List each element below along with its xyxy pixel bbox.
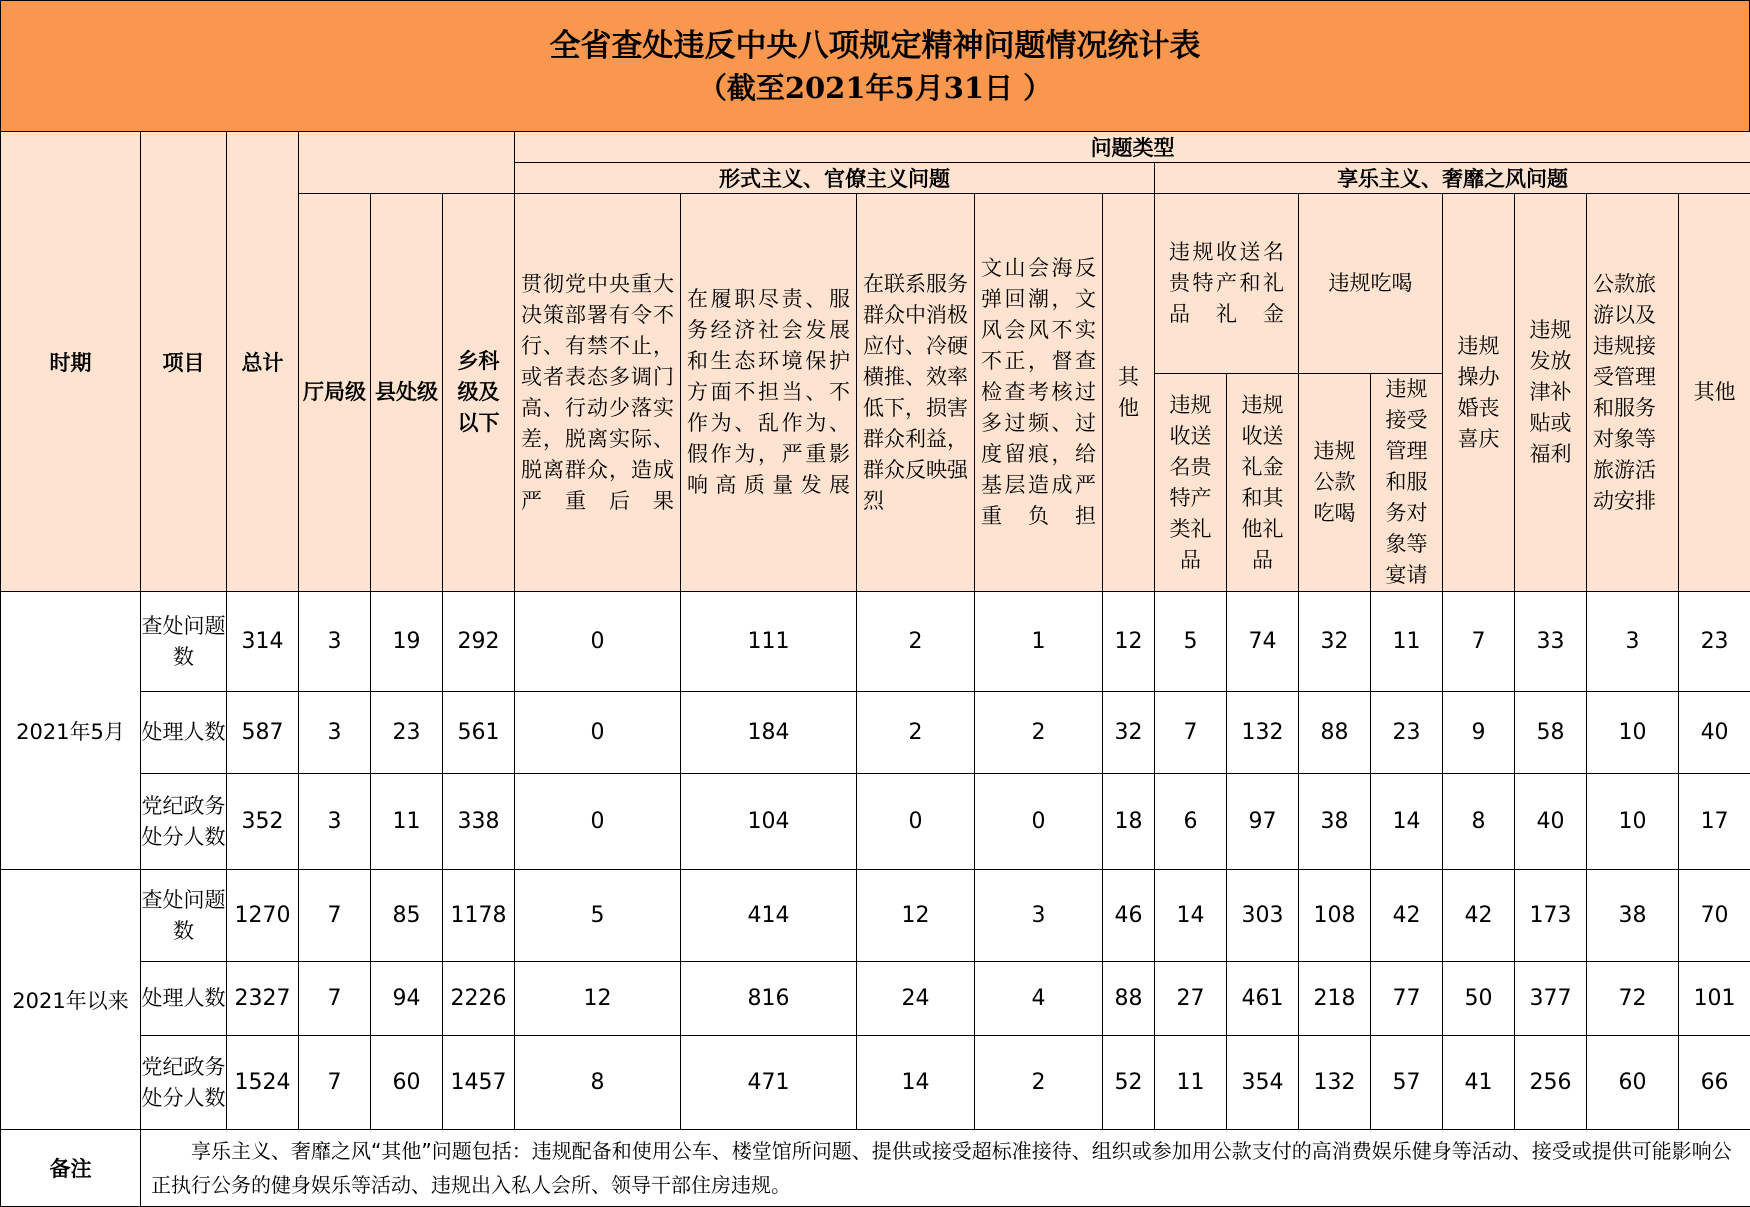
cell: 6 [1155, 774, 1227, 870]
cell: 352 [227, 774, 299, 870]
table-row [1, 692, 1750, 774]
cell: 14 [1371, 774, 1443, 870]
cell: 9 [1443, 692, 1515, 774]
header-gifts: 违规收送名贵特产和礼品礼金 [1155, 194, 1299, 374]
cell: 12 [515, 962, 681, 1036]
cell: 27 [1155, 962, 1227, 1036]
cell: 218 [1299, 962, 1371, 1036]
header-formalism: 形式主义、官僚主义问题 [515, 163, 1155, 194]
cell: 5 [515, 870, 681, 962]
cell: 104 [681, 774, 857, 870]
cell: 10 [1587, 774, 1679, 870]
header-f2: 在履职尽责、服务经济社会发展和生态环境保护方面不担当、不作为、乱作为、假作为，严重影响高质量发展 [681, 194, 857, 592]
cell: 377 [1515, 962, 1587, 1036]
header-problem-types: 问题类型 [515, 132, 1750, 163]
cell: 7 [299, 1036, 371, 1130]
row-label: 查处问题数 [141, 870, 227, 962]
cell: 0 [515, 592, 681, 692]
cell: 7 [1443, 592, 1515, 692]
cell: 5 [1155, 592, 1227, 692]
cell: 52 [1103, 1036, 1155, 1130]
cell: 33 [1515, 592, 1587, 692]
cell: 42 [1443, 870, 1515, 962]
cell: 2226 [443, 962, 515, 1036]
cell: 14 [1155, 870, 1227, 962]
cell: 4 [975, 962, 1103, 1036]
cell: 1457 [443, 1036, 515, 1130]
cell: 72 [1587, 962, 1679, 1036]
cell: 74 [1227, 592, 1299, 692]
header-total: 总计 [227, 132, 299, 592]
cell: 70 [1679, 870, 1750, 962]
cell: 88 [1103, 962, 1155, 1036]
title-banner [0, 0, 1750, 133]
cell: 0 [857, 774, 975, 870]
cell: 1 [975, 592, 1103, 692]
cell: 354 [1227, 1036, 1299, 1130]
header-ting-ju: 厅局级 [299, 194, 371, 592]
cell: 2 [857, 692, 975, 774]
cell: 40 [1679, 692, 1750, 774]
header-travel: 公款旅游以及违规接受管理和服务对象等旅游活动安排 [1587, 194, 1679, 592]
header-subsidy: 违规发放津补贴或福利 [1515, 194, 1587, 592]
cell: 8 [1443, 774, 1515, 870]
cell: 338 [443, 774, 515, 870]
statistics-table [0, 131, 1750, 1207]
row-label: 查处问题数 [141, 592, 227, 692]
cell: 10 [1587, 692, 1679, 774]
header-period: 时期 [1, 132, 141, 592]
cell: 461 [1227, 962, 1299, 1036]
header-meals: 违规吃喝 [1299, 194, 1443, 374]
cell: 50 [1443, 962, 1515, 1036]
cell: 38 [1299, 774, 1371, 870]
cell: 2 [975, 692, 1103, 774]
cell: 24 [857, 962, 975, 1036]
cell: 414 [681, 870, 857, 962]
table-row [1, 592, 1750, 692]
cell: 3 [299, 592, 371, 692]
cell: 173 [1515, 870, 1587, 962]
cell: 12 [1103, 592, 1155, 692]
cell: 314 [227, 592, 299, 692]
table-row [1, 962, 1750, 1036]
table-subtitle: （截至2021年5月31日 ） [698, 67, 1052, 109]
header-wedding: 违规操办婚丧喜庆 [1443, 194, 1515, 592]
cell: 66 [1679, 1036, 1750, 1130]
cell: 14 [857, 1036, 975, 1130]
header-formalism-other: 其他 [1103, 194, 1155, 592]
cell: 8 [515, 1036, 681, 1130]
cell: 7 [299, 870, 371, 962]
cell: 60 [1587, 1036, 1679, 1130]
cell: 2327 [227, 962, 299, 1036]
cell: 97 [1227, 774, 1299, 870]
cell: 3 [299, 774, 371, 870]
header-hedonism: 享乐主义、奢靡之风问题 [1155, 163, 1750, 194]
cell: 85 [371, 870, 443, 962]
cell: 88 [1299, 692, 1371, 774]
note-label: 备注 [1, 1130, 141, 1207]
cell: 2 [857, 592, 975, 692]
cell: 58 [1515, 692, 1587, 774]
note-row [1, 1130, 1750, 1207]
cell: 111 [681, 592, 857, 692]
cell: 184 [681, 692, 857, 774]
header-item: 项目 [141, 132, 227, 592]
header-meals-a: 违规公款吃喝 [1299, 374, 1371, 592]
cell: 11 [371, 774, 443, 870]
header-xian-chu: 县处级 [371, 194, 443, 592]
header-level-blank [299, 132, 515, 194]
table-title: 全省查处违反中央八项规定精神问题情况统计表 [550, 25, 1201, 67]
cell: 42 [1371, 870, 1443, 962]
header-gifts-a: 违规收送名贵特产类礼品 [1155, 374, 1227, 592]
cell: 41 [1443, 1036, 1515, 1130]
cell: 18 [1103, 774, 1155, 870]
row-label: 处理人数 [141, 692, 227, 774]
table-row [1, 774, 1750, 870]
cell: 561 [443, 692, 515, 774]
cell: 0 [975, 774, 1103, 870]
note-text: 享乐主义、奢靡之风“其他”问题包括：违规配备和使用公车、楼堂馆所问题、提供或接受超标准接待、组织或参加用公款支付的高消费娱乐健身等活动、接受或提供可能影响公正执行公务的健身娱乐等活动、违规出入私人会所、领导干部住房违规。 [141, 1130, 1750, 1207]
cell: 1270 [227, 870, 299, 962]
cell: 60 [371, 1036, 443, 1130]
header-f4: 文山会海反弹回潮，文风会风不实不正，督查检查考核过多过频、过度留痕，给基层造成严重负担 [975, 194, 1103, 592]
cell: 2 [975, 1036, 1103, 1130]
period-label: 2021年以来 [1, 870, 141, 1130]
cell: 256 [1515, 1036, 1587, 1130]
header-meals-b: 违规接受管理和服务对象等宴请 [1371, 374, 1443, 592]
header-xiang-ke: 乡科级及以下 [443, 194, 515, 592]
cell: 132 [1299, 1036, 1371, 1130]
cell: 46 [1103, 870, 1155, 962]
header-f1: 贯彻党中央重大决策部署有令不行、有禁不止，或者表态多调门高、行动少落实差，脱离实际、脱离群众，造成严重后果 [515, 194, 681, 592]
cell: 7 [299, 962, 371, 1036]
cell: 1178 [443, 870, 515, 962]
row-label: 处理人数 [141, 962, 227, 1036]
cell: 57 [1371, 1036, 1443, 1130]
cell: 40 [1515, 774, 1587, 870]
cell: 292 [443, 592, 515, 692]
cell: 471 [681, 1036, 857, 1130]
cell: 23 [1371, 692, 1443, 774]
cell: 0 [515, 692, 681, 774]
cell: 23 [1679, 592, 1750, 692]
cell: 3 [975, 870, 1103, 962]
table-row [1, 870, 1750, 962]
cell: 108 [1299, 870, 1371, 962]
row-label: 党纪政务处分人数 [141, 774, 227, 870]
cell: 11 [1155, 1036, 1227, 1130]
period-label: 2021年5月 [1, 592, 141, 870]
cell: 3 [299, 692, 371, 774]
row-label: 党纪政务处分人数 [141, 1036, 227, 1130]
header-gifts-b: 违规收送礼金和其他礼品 [1227, 374, 1299, 592]
header-f3: 在联系服务群众中消极应付、冷硬横推、效率低下，损害群众利益，群众反映强烈 [857, 194, 975, 592]
cell: 101 [1679, 962, 1750, 1036]
cell: 816 [681, 962, 857, 1036]
cell: 303 [1227, 870, 1299, 962]
cell: 94 [371, 962, 443, 1036]
cell: 0 [515, 774, 681, 870]
cell: 19 [371, 592, 443, 692]
cell: 32 [1299, 592, 1371, 692]
cell: 17 [1679, 774, 1750, 870]
cell: 1524 [227, 1036, 299, 1130]
cell: 3 [1587, 592, 1679, 692]
cell: 132 [1227, 692, 1299, 774]
cell: 32 [1103, 692, 1155, 774]
cell: 587 [227, 692, 299, 774]
header-hedonism-other: 其他 [1679, 194, 1750, 592]
cell: 11 [1371, 592, 1443, 692]
cell: 38 [1587, 870, 1679, 962]
table-row [1, 1036, 1750, 1130]
cell: 7 [1155, 692, 1227, 774]
cell: 23 [371, 692, 443, 774]
cell: 77 [1371, 962, 1443, 1036]
cell: 12 [857, 870, 975, 962]
